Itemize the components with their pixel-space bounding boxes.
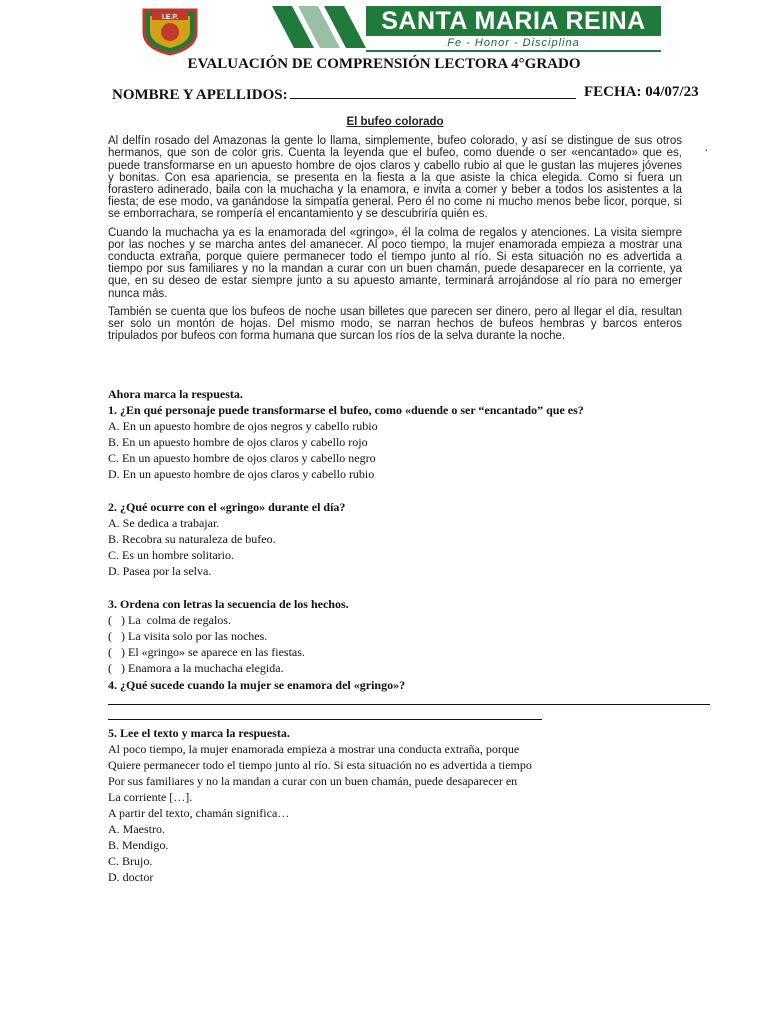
- reading-heading: El bufeo colorado: [346, 116, 444, 128]
- q5-option-c[interactable]: C. Brujo.: [108, 854, 153, 868]
- q5-option-a[interactable]: A. Maestro.: [108, 822, 165, 836]
- question-5-text: 5. Lee el texto y marca la respuesta.: [108, 726, 290, 740]
- name-answer-line[interactable]: [290, 84, 576, 99]
- question-2-text: 2. ¿Qué ocurre con el «gringo» durante el día?: [108, 500, 346, 514]
- reading-text: [108, 116, 682, 348]
- question-4: [108, 677, 608, 693]
- question-3: [108, 596, 608, 676]
- name-label: NOMBRE Y APELLIDOS:: [112, 87, 288, 103]
- answer-line-1[interactable]: [108, 704, 710, 705]
- q1-option-a[interactable]: A. En un apuesto hombre de ojos negros y cabello rubio: [108, 419, 378, 433]
- q5-passage-line: Al poco tiempo, la mujer enamorada empieza a mostrar una conducta extraña, porque: [108, 742, 520, 756]
- q2-option-b[interactable]: B. Recobra su naturaleza de bufeo.: [108, 532, 276, 546]
- q5-option-d[interactable]: D. doctor: [108, 870, 154, 884]
- q5-passage-line: Quiere permanecer todo el tiempo junto al río. Si esta situación no es advertida a tiempo: [108, 758, 532, 772]
- q2-option-a[interactable]: A. Se dedica a trabajar.: [108, 516, 220, 530]
- date-label: FECHA: 04/07/23: [584, 84, 699, 100]
- q1-option-c[interactable]: C. En un apuesto hombre de ojos claros y cabello negro: [108, 451, 376, 465]
- name-row: [112, 84, 712, 104]
- instruction: [108, 386, 243, 402]
- question-1-text: 1. ¿En qué personaje puede transformarse el bufeo, como «duende o ser “encantado” que es?: [108, 403, 584, 417]
- q1-option-d[interactable]: D. En un apuesto hombre de ojos claros y cabello rubio: [108, 467, 375, 481]
- instruction-text: Ahora marca la respuesta.: [108, 387, 243, 401]
- school-name-banner: SANTA MARIA REINA: [366, 6, 661, 36]
- page-title: EVALUACIÓN DE COMPRENSIÓN LECTORA 4°GRADO: [187, 56, 581, 72]
- reading-paragraph: Cuando la muchacha ya es la enamorada del «gringo», él la colma de regalos y atenciones. La visita siempre por las noches y se marcha antes del amanecer. Al poco tiempo, la mujer enamorada empieza a mostrar una conducta extraña, porque quiere permanecer todo el tiempo junto al río. Si esta situación no es advertida a tiempo por sus familiares y no la mandan a curar con un buen chamán, puede desaparecer en la corriente, ya que, en su deseo de estar siempre junto a su apuesto amante, terminará arrojándose al río para no emerger nunca más.: [108, 226, 682, 300]
- question-3-text: 3. Ordena con letras la secuencia de los hechos.: [108, 597, 349, 611]
- q3-item-1[interactable]: ( ) La colma de regalos.: [108, 613, 231, 627]
- q3-item-2[interactable]: ( ) La visita solo por las noches.: [108, 629, 268, 643]
- q5-option-b[interactable]: B. Mendigo.: [108, 838, 169, 852]
- reading-paragraph: Al delfín rosado del Amazonas la gente lo llama, simplemente, bufeo colorado, y así se distingue de sus otros hermanos, que son de color gris. Cuenta la leyenda que el bufeo, como duende o ser «encantado» que es, puede transformarse en un apuesto hombre de ojos claros y cabello rubio al que le gustan las mujeres jóvenes y bonitas. Con esa apariencia, se presenta en la fiesta a la que asiste la chica elegida. Como si fuera un forastero adinerado, baila con la muchacha y la enamora, e invita a comer y beber a todos los asistentes a la fiesta; de ese modo, va ganándose la simpatía general. Pero él no come ni mucho menos bebe licor, porque, si se emborrachara, se rompería el encantamiento y se descubriría quién es.: [108, 135, 682, 221]
- school-shield-logo: [140, 6, 200, 56]
- q2-option-c[interactable]: C. Es un hombre solitario.: [108, 548, 234, 562]
- question-5: [108, 725, 578, 885]
- header-stripes: [272, 6, 372, 48]
- stray-dot: .: [705, 140, 708, 154]
- q5-prompt: A partir del texto, chamán significa…: [108, 806, 290, 820]
- question-1: [108, 402, 728, 482]
- q3-item-4[interactable]: ( ) Enamora a la muchacha elegida.: [108, 661, 284, 675]
- q3-item-3[interactable]: ( ) El «gringo» se aparece en las fiestas.: [108, 645, 305, 659]
- q2-option-d[interactable]: D. Pasea por la selva.: [108, 564, 212, 578]
- school-motto: Fe - Honor - Disciplina: [366, 36, 661, 52]
- question-4-text: 4. ¿Qué sucede cuando la mujer se enamora del «gringo»?: [108, 678, 406, 692]
- answer-line-2[interactable]: [108, 719, 542, 720]
- q5-passage-line: Por sus familiares y no la mandan a curar con un buen chamán, puede desaparecer en: [108, 774, 518, 788]
- shield-text: I.E.P.: [161, 14, 179, 21]
- reading-paragraph: También se cuenta que los bufeos de noche usan billetes que parecen ser dinero, pero al llegar el día, resultan ser solo un montón de hojas. Del mismo modo, se narran hechos de bufeos hembras y barcos enteros tripulados por bufeos con forma humana que surcan los ríos de la selva durante la noche.: [108, 305, 682, 343]
- q1-option-b[interactable]: B. En un apuesto hombre de ojos claros y cabello rojo: [108, 435, 368, 449]
- q5-passage-line: La corriente […].: [108, 790, 193, 804]
- question-2: [108, 499, 608, 579]
